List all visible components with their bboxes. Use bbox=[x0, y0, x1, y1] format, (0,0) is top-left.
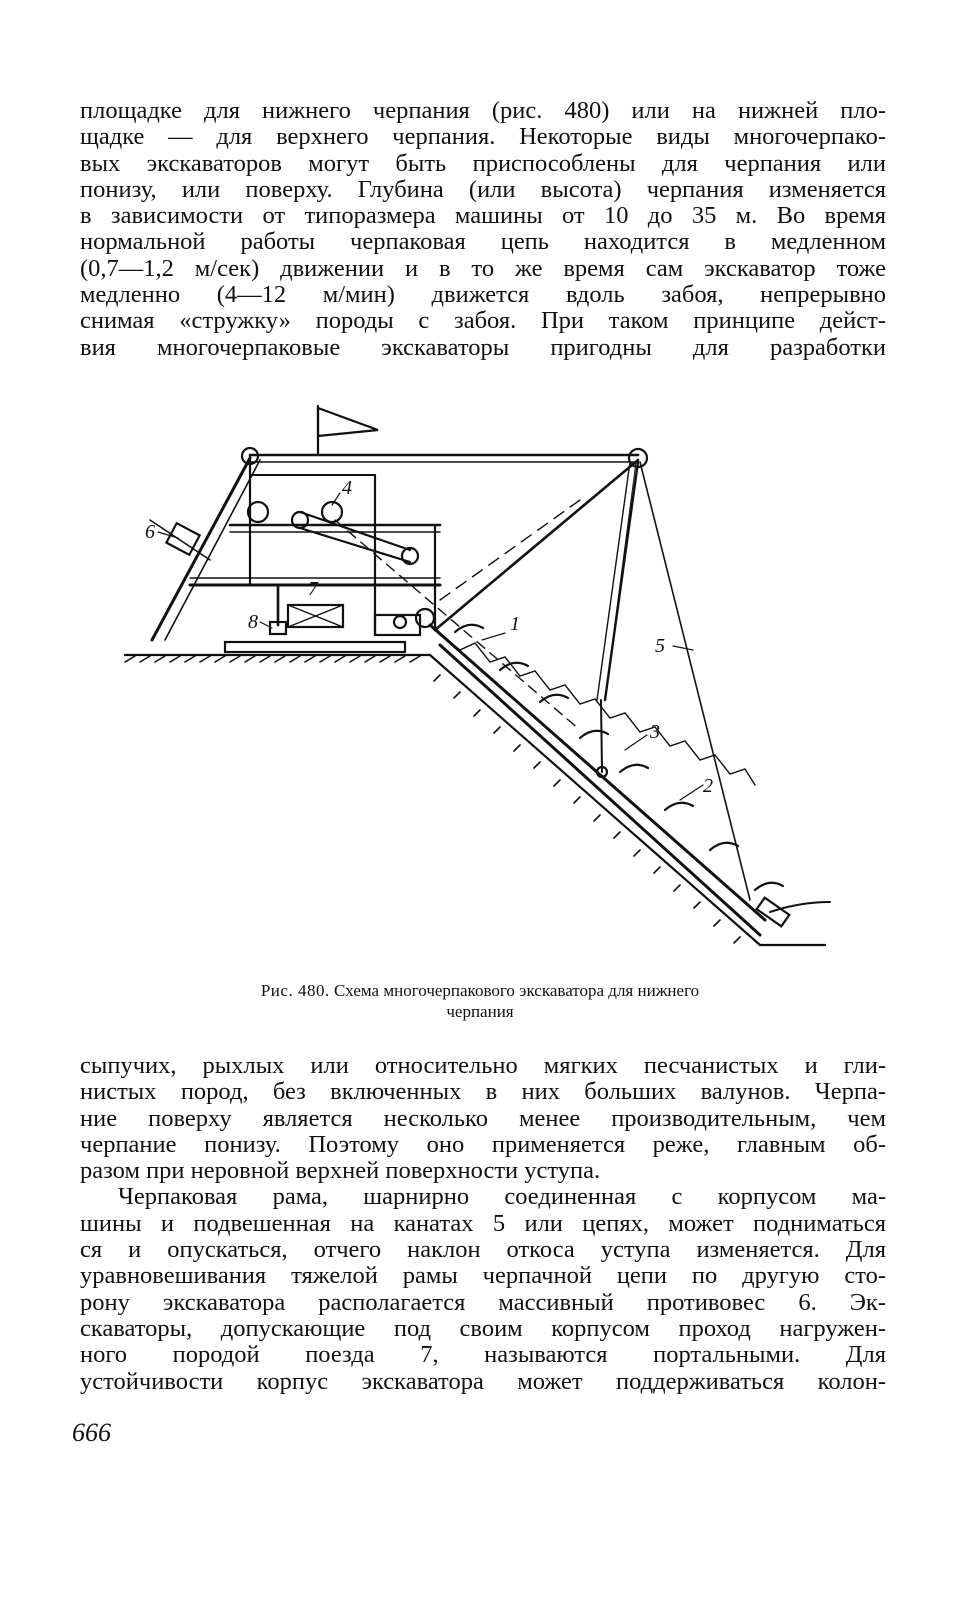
label-6: 6 bbox=[145, 521, 155, 543]
text-line: шины и подвешенная на канатах 5 или цепях, может подниматься bbox=[80, 1209, 886, 1237]
text-line: вых экскаваторов могут быть приспособлены для черпания или bbox=[80, 149, 886, 177]
gear-icon bbox=[394, 616, 406, 628]
text-line: ние поверху является несколько менее производительным, чем bbox=[80, 1104, 886, 1132]
bottom-text bbox=[80, 1053, 886, 1395]
text-line: (0,7—1,2 м/сек) движении и в то же время сам экскаватор тоже bbox=[80, 254, 886, 282]
label-7: 7 bbox=[308, 578, 318, 600]
text-line: вия многочерпаковые экскаваторы пригодны для разработки bbox=[80, 333, 886, 361]
page-number: 666 bbox=[72, 1418, 111, 1447]
text-line: медленно (4—12 м/мин) движется вдоль забоя, непрерывно bbox=[80, 281, 886, 309]
text-line: разом при неровной верхней поверхности уступа. bbox=[80, 1157, 601, 1185]
text-line: в зависимости от типоразмера машины от 10 до 35 м. Во время bbox=[80, 202, 886, 230]
text-line: устойчивости корпус экскаватора может поддерживаться колон- bbox=[80, 1367, 886, 1395]
top-paragraph bbox=[80, 98, 886, 361]
ground-hatch bbox=[125, 656, 420, 662]
text-line: щадке — для верхнего черпания. Некоторые виды многочерпако- bbox=[80, 123, 886, 151]
boom-strut bbox=[435, 460, 638, 630]
figure-caption bbox=[130, 980, 830, 1022]
bucket-icon bbox=[755, 883, 783, 890]
label-3: 3 bbox=[650, 721, 660, 743]
bucket-icon bbox=[620, 765, 648, 772]
bucket-icon bbox=[665, 803, 693, 810]
label-4: 4 bbox=[342, 477, 352, 499]
text-line: понизу, или поверху. Глубина (или высота) черпания изменяется bbox=[80, 175, 886, 203]
text-line: уравновешивания тяжелой рамы черпачной цепи по другую сто- bbox=[80, 1262, 886, 1290]
text-line: ся и опускаться, отчего наклон откоса уступа изменяется. Для bbox=[80, 1236, 886, 1264]
bucket-icon bbox=[580, 731, 608, 738]
slope-hatch bbox=[434, 675, 740, 943]
base-rail bbox=[225, 642, 405, 652]
text-line: Черпаковая рама, шарнирно соединенная с корпусом ма- bbox=[118, 1183, 886, 1211]
text-line: скаваторы, допускающие под своим корпусом проход нагружен- bbox=[80, 1314, 886, 1342]
text-line: снимая «стружку» породы с забоя. При таком принципе дейст- bbox=[80, 307, 886, 335]
label-5: 5 bbox=[655, 635, 665, 657]
text-line: ного породой поезда 7, называются портальными. Для bbox=[80, 1341, 886, 1369]
label-8: 8 bbox=[248, 611, 258, 633]
suspension-rope bbox=[640, 462, 750, 900]
text-line: нистых пород, без включенных в них больших валунов. Черпа- bbox=[80, 1078, 886, 1106]
label-1: 1 bbox=[510, 613, 520, 635]
caption-line-2: черпания bbox=[446, 1002, 514, 1021]
caption-line-1: Схема многочерпакового экскаватора для нижнего bbox=[333, 981, 700, 1000]
motor-block bbox=[375, 615, 420, 635]
text-line: сыпучих, рыхлых или относительно мягких песчанистых и гли- bbox=[80, 1052, 886, 1079]
label-2: 2 bbox=[703, 775, 713, 797]
bucket-icon bbox=[710, 843, 738, 850]
counterweight-boom bbox=[152, 458, 250, 640]
excavator-diagram bbox=[110, 400, 840, 960]
text-line: черпание понизу. Поэтому оно применяется реже, главным об- bbox=[80, 1130, 886, 1158]
text-line: рону экскаватора располагается массивный противовес 6. Эк- bbox=[80, 1288, 886, 1316]
bucket-icon bbox=[540, 695, 568, 702]
ladder-lattice bbox=[445, 638, 755, 785]
text-line: нормальной работы черпаковая цепь находится в медленном bbox=[80, 228, 886, 256]
caption-number: Рис. 480. bbox=[260, 981, 330, 1000]
text-line: площадке для нижнего черпания (рис. 480) или на нижней пло- bbox=[80, 97, 886, 124]
flag-icon bbox=[318, 408, 378, 436]
